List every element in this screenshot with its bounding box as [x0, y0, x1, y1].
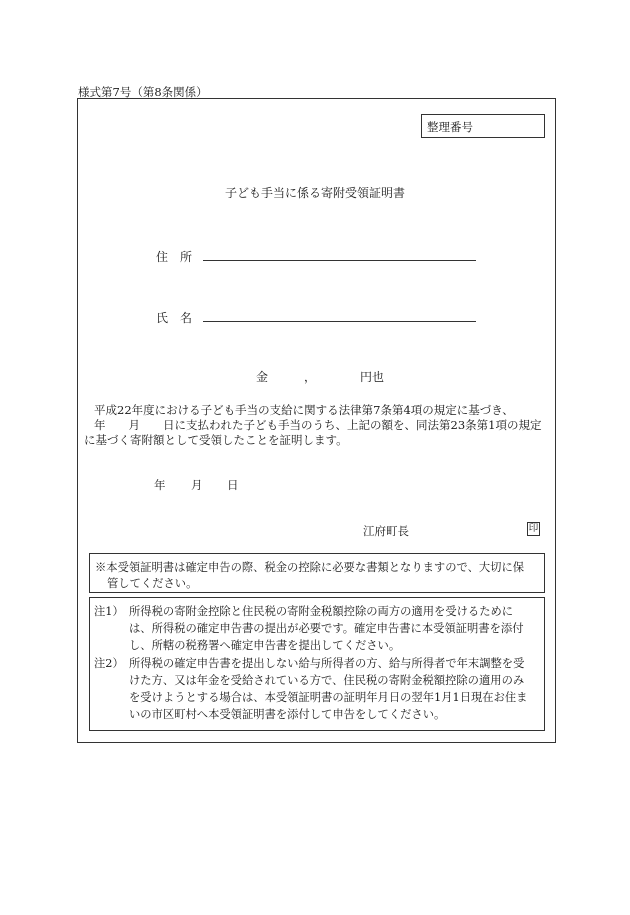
name-label: 氏 名 — [156, 311, 193, 325]
address-label: 住 所 — [156, 250, 193, 264]
note-1-line-2: は、所得税の確定申告書の提出が必要です。確定申告書に本受領証明書を添付 — [129, 622, 524, 635]
note-2-line-4: いの市区町村へ本受領証明書を添付して申告をしてください。 — [129, 708, 446, 721]
date-day: 日 — [227, 478, 239, 492]
body-line-1: 平成22年度における子ども手当の支給に関する法律第7条第4項の規定に基づき、 — [94, 403, 514, 417]
body-line-3: に基づく寄附額として受領したことを証明します。 — [84, 433, 348, 447]
date-year: 年 — [154, 478, 166, 492]
reference-number-box[interactable] — [421, 114, 545, 138]
document-title: 子ども手当に係る寄附受領証明書 — [224, 186, 405, 200]
seal-text: 印 — [528, 523, 539, 534]
amount-suffix: 円也 — [360, 370, 385, 384]
note-2-line-2: けた方、又は年金を受給されている方で、住民税の寄附金税額控除の適用のみ — [129, 674, 525, 687]
note-2-label: 注2） — [94, 657, 124, 670]
amount-prefix: 金 — [256, 370, 269, 384]
notice-line-1: ※本受領証明書は確定申告の際、税金の控除に必要な書類となりますので、大切に保 — [95, 561, 525, 574]
notice-line-2: 管してください。 — [107, 577, 198, 590]
issuer-name: 江府町長 — [363, 524, 409, 538]
form-label: 様式第7号（第8条関係） — [78, 85, 208, 99]
seal-stamp-icon — [527, 522, 540, 536]
note-2-line-3: を受けようとする場合は、本受領証明書の証明年月日の翌年1月1日現在お住ま — [129, 691, 528, 704]
address-field[interactable] — [203, 260, 476, 261]
note-1-label: 注1） — [94, 605, 124, 618]
note-1-line-1: 所得税の寄附金控除と住民税の寄附金税額控除の両方の適用を受けるために — [129, 605, 514, 618]
amount-separator: ， — [304, 370, 317, 384]
name-field[interactable] — [203, 321, 476, 322]
note-2-line-1: 所得税の確定申告書を提出しない給与所得者の方、給与所得者で年末調整を受 — [129, 657, 525, 670]
body-line-2: 年 月 日に支払われた子ども手当のうち、上記の額を、同法第23条第1項の規定 — [94, 418, 542, 432]
date-month: 月 — [191, 478, 203, 492]
note-1-line-3: し、所轄の税務署へ確定申告書を提出してください。 — [129, 639, 401, 652]
reference-number-label: 整理番号 — [427, 120, 473, 134]
amount-line[interactable] — [256, 368, 384, 385]
